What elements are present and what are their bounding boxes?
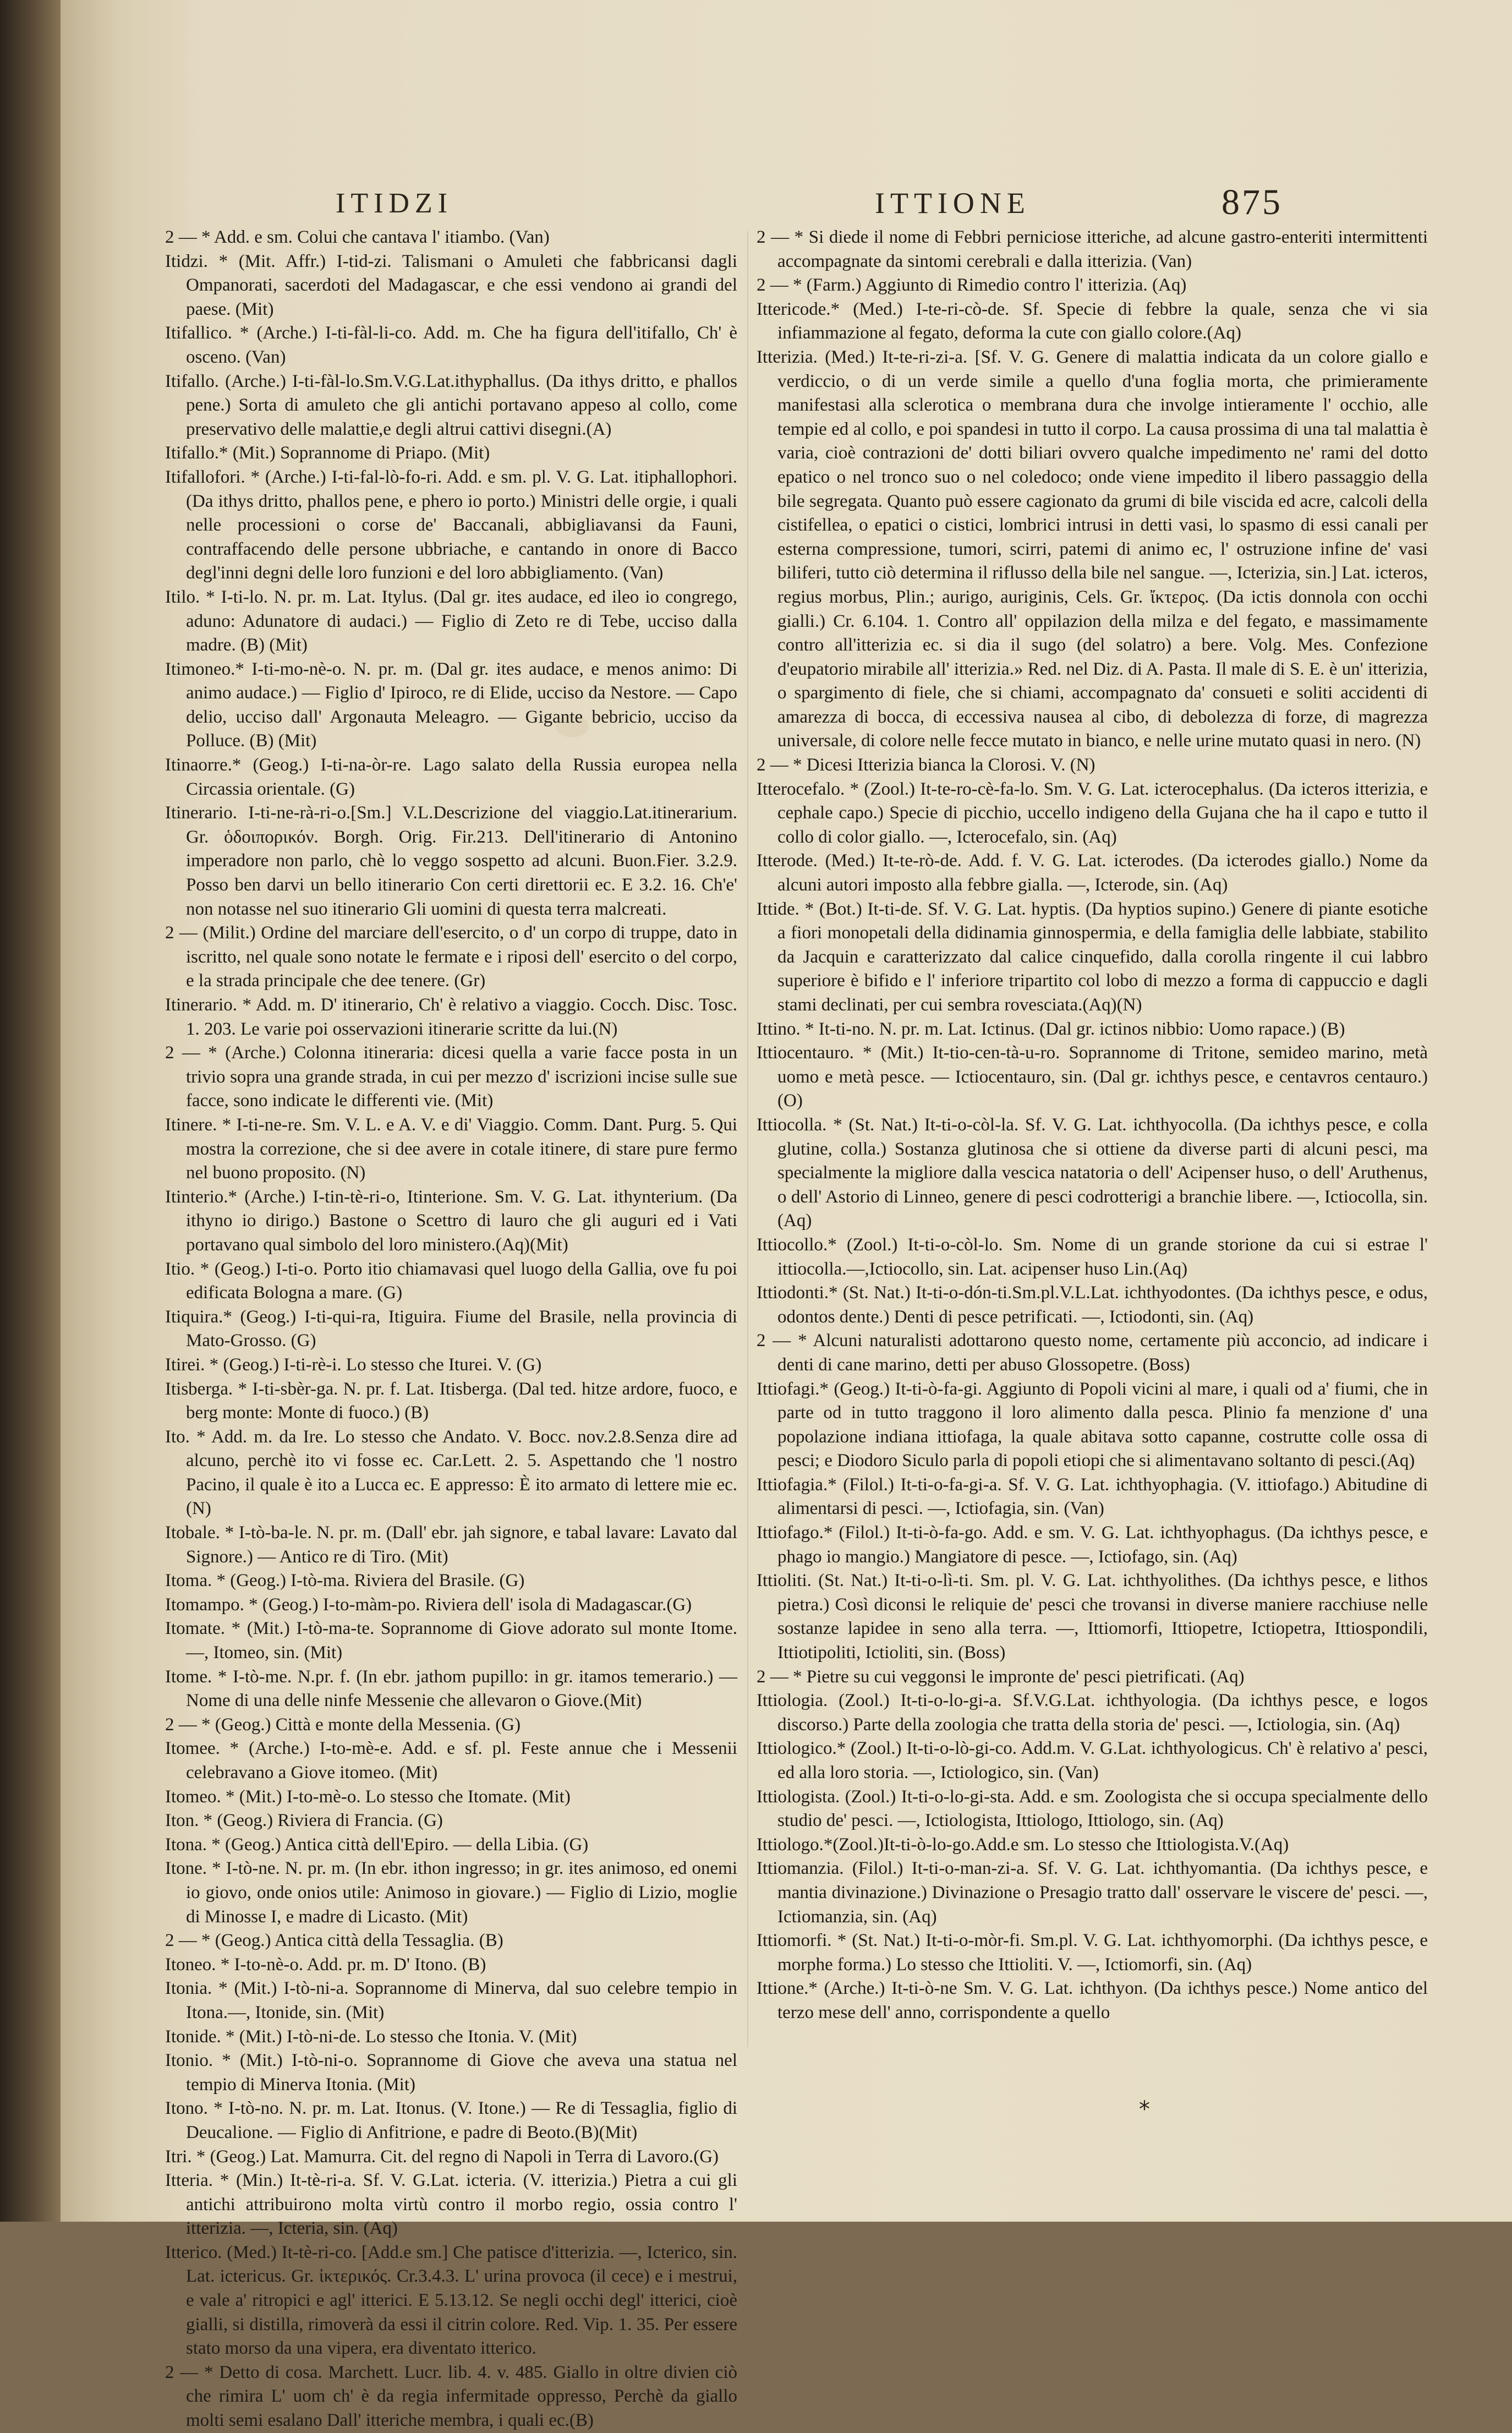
dictionary-entry: Iton. * (Geog.) Riviera di Francia. (G)	[165, 1811, 443, 1831]
dictionary-entry: Itifallo. (Arche.) I-ti-fàl-lo.Sm.V.G.Lat.ithyphallus. (Da ithys dritto, e phallos pene.) Sorta di amuleto che gli antichi portavano appeso al collo, come preservativo delle malattie,e degli altrui cattivi disegni.(A)	[165, 371, 737, 439]
page-number: 875	[1221, 182, 1283, 222]
dictionary-entry: 2 — * Dicesi Itterizia bianca la Clorosi. V. (N)	[757, 755, 1095, 775]
dictionary-entry: Ittiologo.*(Zool.)It-ti-ò-lo-go.Add.e sm. Lo stesso che Ittiologista.V.(Aq)	[757, 1834, 1289, 1855]
dictionary-entry: Itilo. * I-ti-lo. N. pr. m. Lat. Itylus. (Dal gr. ites audace, ed ileo io congrego, aduno: Adunatore di audaci.) — Figlio di Zeto re di Tebe, ucciso dalla madre. (B) (Mit)	[165, 587, 737, 655]
dictionary-entry: Itri. * (Geog.) Lat. Mamurra. Cit. del regno di Napoli in Terra di Lavoro.(G)	[165, 2146, 719, 2167]
dictionary-entry: Ittiologico.* (Zool.) It-ti-o-lò-gi-co. Add.m. V. G.Lat. ichthyologicus. Ch' è relativo a' pesci, ed alla loro storia. —, Ictiologico, sin. (Van)	[757, 1738, 1428, 1783]
dictionary-entry: Itterizia. (Med.) It-te-ri-zi-a. [Sf. V. G. Genere di malattia indicata da un colore giallo e verdiccio, o di un verde simile a quello d'una foglia morta, che primieramente manifestasi alla sclerotica o membrana dura che involge intieramente l' occhio, alle tempie ed al collo, e poi spandesi in tutto il corpo. La causa prossima di una tal malattia è varia, cioè contrazioni de' dotti biliari ovvero qualche impedimento ne' rami del dotto epatico o nel tronco suo o nel coledoco; onde viene impedito il libero passaggio della bile segregata. Quanto può essere cagionato da grumi di bile viscida ed acre, calcoli della cistifellea, o epatici o cistici, lombrici intrusi in detti vasi, lo spasmo di essi canali per esterna compressione, tumori, scirri, patemi di animo ec, l' ostruzione infine de' vasi biliferi, tutto ciò determina il riflusso della bile nel sangue. —, Icterizia, sin.] Lat. icteros, regius morbus, Plin.; aurigo, auriginis, Cels. Gr. ἴκτερος. (Da ictis donnola con occhi gialli.) Cr. 6.104. 1. Contro all' oppilazion della milza e del fegato, e massimamente contro all'itterizia ec. si dia il sugo (del solatro) a bere. Volg. Mes. Confezione d'eupatorio mirabile all' itterizia.» Red. nel Diz. di A. Pasta. Il male di S. E. è un' itterizia, o spargimento di fiele, che si chiami, accompagnato da' consueti e soliti accidenti di amarezza di bocca, di eccessiva nausea al cibo, di debolezza di forze, di magrezza universale, di colore nelle fecce mutato in bianco, e nelle urine mutato quasi in nero. (N)	[757, 347, 1428, 751]
dictionary-entry: Itinere. * I-ti-ne-re. Sm. V. L. e A. V. e di' Viaggio. Comm. Dant. Purg. 5. Qui mostra la correzione, che si dee avere in cotale itinere, di stare pure fermo nel buono proposito. (N)	[165, 1114, 737, 1183]
dictionary-entry: Itidzi. * (Mit. Affr.) I-tid-zi. Talismani o Amuleti che fabbricansi dagli Ompanorati, sacerdoti del Madagascar, e che essi vendono ai grandi del paese. (Mit)	[165, 251, 737, 319]
dictionary-entry: Itinerario. I-ti-ne-rà-ri-o.[Sm.] V.L.Descrizione del viaggio.Lat.itinerarium. Gr. ὁδοιπορικόν. Borgh. Orig. Fir.213. Dell'itinerario di Antonino imperadore non parlo, chè lo veggo sospetto ad alcuni. Buon.Fier. 3.2.9. Posso ben darvi un bello itinerario Con certi direttorii ec. E 3.2. 16. Ch'e' non notasse nel suo itinerario Gli uomini di questa terra malcreati.	[165, 803, 737, 919]
dictionary-entry: Ittiocentauro. * (Mit.) It-tio-cen-tà-u-ro. Soprannome di Tritone, semideo marino, metà uomo e metà pesce. — Ictiocentauro, sin. (Dal gr. ichthys pesce, e centavros centauro.) (O)	[757, 1043, 1428, 1111]
dictionary-entry: Itobale. * I-tò-ba-le. N. pr. m. (Dall' ebr. jah signore, e tabal lavare: Lavato dal Signore.) — Antico re di Tiro. (Mit)	[165, 1523, 737, 1567]
dictionary-entry: Itteria. * (Min.) It-tè-ri-a. Sf. V. G.Lat. icteria. (V. itterizia.) Pietra a cui gli antichi attribuirono molta virtù contro il morbo regio, ossia contro l' itterizia. —, Icteria, sin. (Aq)	[165, 2170, 737, 2239]
dictionary-entry: Itono. * I-tò-no. N. pr. m. Lat. Itonus. (V. Itone.) — Re di Tessaglia, figlio di Deucalione. — Figlio di Anfitrione, e padre di Beoto.(B)(Mit)	[165, 2098, 737, 2142]
dictionary-entry: 2 — * Alcuni naturalisti adottarono questo nome, certamente più acconcio, ad indicare i denti di cane marino, detti per abuso Glossopetre. (Boss)	[757, 1331, 1428, 1375]
dictionary-entry: Itona. * (Geog.) Antica città dell'Epiro. — della Libia. (G)	[165, 1834, 589, 1855]
dictionary-entry: 2 — * (Geog.) Antica città della Tessaglia. (B)	[165, 1931, 503, 1951]
column-divider	[747, 231, 748, 2047]
dictionary-entry: Ittione.* (Arche.) It-ti-ò-ne Sm. V. G. Lat. ichthyon. (Da ichthys pesce.) Nome antico del terzo mese dell' anno, corrispondente a quello	[757, 1978, 1428, 2022]
dictionary-entry: Itisberga. * I-ti-sbèr-ga. N. pr. f. Lat. Itisberga. (Dal ted. hitze ardore, fuoco, e berg monte: Monte di fuoco.) (B)	[165, 1379, 737, 1423]
dictionary-entry: 2 — * (Geog.) Città e monte della Messenia. (G)	[165, 1714, 521, 1735]
dictionary-entry: Itterico. (Med.) It-tè-ri-co. [Add.e sm.] Che patisce d'itterizia. —, Icterico, sin. Lat. ictericus. Gr. ἰκτερικός. Cr.3.4.3. L' urina provoca (il cece) e i mestrui, e vale a' ritropici e agl' itterici. E 5.13.12. Se negli occhi degl' itterici, cioè gialli, si distilla, rimoverà da essi il citrin colore. Red. Vip. 1. 35. Per essere stato morso da una vipera, era diventato itterico.	[165, 2242, 737, 2359]
dictionary-entry: Itoneo. * I-to-nè-o. Add. pr. m. D' Itono. (B)	[165, 1954, 486, 1975]
dictionary-entry: Itirei. * (Geog.) I-ti-rè-i. Lo stesso che Iturei. V. (G)	[165, 1354, 542, 1375]
dictionary-entry: 2 — * Si diede il nome di Febbri perniciose itteriche, ad alcune gastro-enteriti intermittenti accompagnate da sintomi cerebrali e dalla itterizia. (Van)	[757, 227, 1428, 271]
dictionary-entry: Itonio. * (Mit.) I-tò-ni-o. Soprannome di Giove che aveva una statua nel tempio di Minerva Itonia. (Mit)	[165, 2051, 737, 2095]
dictionary-entry: Itterocefalo. * (Zool.) It-te-ro-cè-fa-lo. Sm. V. G. Lat. icterocephalus. (Da icteros itterizia, e cephale capo.) Specie di picchio, uccello indigeno della Gujana che ha il capo e tutto il collo di color giallo. —, Icterocefalo, sin. (Aq)	[757, 779, 1428, 847]
dictionary-entry: Ittiomanzia. (Filol.) It-ti-o-man-zi-a. Sf. V. G. Lat. ichthyomantia. (Da ichthys pesce, e mantia divinazione.) Divinazione o Presagio tratto dall' osservare le viscere de' pesci. —, Ictiomanzia, sin. (Aq)	[757, 1858, 1428, 1927]
dictionary-entry: Ittide. * (Bot.) It-ti-de. Sf. V. G. Lat. hyptis. (Da hyptios supino.) Genere di piante esotiche a fiori monopetali della didinamia ginnospermia, e della famiglia delle labbiate, stabilito da Jacquin e caratterizzato dal calice cinquefido, dalla corolla ringente il cui labbro superiore è bifido e l' inferiore tripartito col lobo di mezzo a forma di cappuccio e dagli stami declinati, per cui sembra rovesciata.(Aq)(N)	[757, 899, 1428, 1015]
dictionary-entry: Itoma. * (Geog.) I-tò-ma. Riviera del Brasile. (G)	[165, 1571, 525, 1591]
dictionary-entry: Itomeo. * (Mit.) I-to-mè-o. Lo stesso che Itomate. (Mit)	[165, 1786, 571, 1807]
dictionary-entry: Itomee. * (Arche.) I-to-mè-e. Add. e sf. pl. Feste annue che i Messenii celebravano a Giove itomeo. (Mit)	[165, 1738, 737, 1783]
book-page	[61, 0, 1512, 2431]
dictionary-entry: Itifallofori. * (Arche.) I-ti-fal-lò-fo-ri. Add. e sm. pl. V. G. Lat. itiphallophori. (Da ithys dritto, phallos pene, e phero io porto.) Ministri delle orgie, i quali nelle processioni o corse de' Baccanali, abbigliavansi da Fauni, contraffacendo delle persone ubbriache, e cantando in onore di Bacco degl'inni degni delle loro funzioni e del loro abbigliamento. (Van)	[165, 467, 737, 583]
dictionary-entry: Itome. * I-tò-me. N.pr. f. (In ebr. jathom pupillo: in gr. itamos temerario.) — Nome di una delle ninfe Messenie che allevaron o Giove.(Mit)	[165, 1666, 737, 1711]
dictionary-entry: Ittiofago.* (Filol.) It-ti-ò-fa-go. Add. e sm. V. G. Lat. ichthyophagus. (Da ichthys pesce, e phago io mangio.) Mangiatore di pesce. —, Ictiofago, sin. (Aq)	[757, 1523, 1428, 1567]
dictionary-entry: Ittiologia. (Zool.) It-ti-o-lo-gi-a. Sf.V.G.Lat. ichthyologia. (Da ichthys pesce, e logos discorso.) Parte della zoologia che tratta della storia de' pesci. —, Ictiologia, sin. (Aq)	[757, 1691, 1428, 1735]
dictionary-entry: 2 — * Pietre su cui veggonsi le impronte de' pesci pietrificati. (Aq)	[757, 1666, 1245, 1687]
left-column	[165, 226, 737, 2431]
dictionary-entry: Ittiomorfi. * (St. Nat.) It-ti-o-mòr-fi. Sm.pl. V. G. Lat. ichthyomorphi. (Da ichthys pesce, e morphe forma.) Lo stesso che Ittioliti. V. —, Ictiomorfi, sin. (Aq)	[757, 1931, 1428, 1975]
dictionary-entry: Ittericode.* (Med.) I-te-ri-cò-de. Sf. Specie di febbre la quale, senza che vi sia infiammazione al fegato, deforma la cute con giallo colore.(Aq)	[757, 299, 1428, 343]
dictionary-entry: Itonide. * (Mit.) I-tò-ni-de. Lo stesso che Itonia. V. (Mit)	[165, 2026, 577, 2047]
signature-mark: *	[1139, 2097, 1150, 2122]
right-running-head: ITTIONE	[875, 187, 1031, 220]
dictionary-entry: Itterode. (Med.) It-te-rò-de. Add. f. V. G. Lat. icterodes. (Da icterodes giallo.) Nome da alcuni autori imposto alla febbre gialla. —, Icterode, sin. (Aq)	[757, 851, 1428, 895]
dictionary-entry: 2 — (Milit.) Ordine del marciare dell'esercito, o d' un corpo di truppe, dato in iscritto, nel quale sono notate le fermate e i riposi dell' esercito o del corpo, e la strada principale che dee tenere. (Gr)	[165, 923, 737, 991]
dictionary-entry: Itimoneo.* I-ti-mo-nè-o. N. pr. m. (Dal gr. ites audace, e menos animo: Di animo audace.) — Figlio d' Ipiroco, re di Elide, ucciso da Nestore. — Capo delio, ucciso dall' Argonauta Meleagro. — Gigante bebricio, ucciso da Polluce. (B) (Mit)	[165, 659, 737, 751]
dictionary-entry: 2 — * Add. e sm. Colui che cantava l' itiambo. (Van)	[165, 227, 550, 247]
dictionary-entry: Itifallo.* (Mit.) Soprannome di Priapo. (Mit)	[165, 443, 490, 463]
dictionary-entry: Itinaorre.* (Geog.) I-ti-na-òr-re. Lago salato della Russia europea nella Circassia orientale. (G)	[165, 755, 737, 799]
dictionary-entry: Ittioliti. (St. Nat.) It-ti-o-lì-ti. Sm. pl. V. G. Lat. ichthyolithes. (Da ichthys pesce, e lithos pietra.) Così diconsi le reliquie de' pesci che trovansi in diverse maniere racchiuse nelle sostanze lapidee in seno alla terra. —, Ittiomorfi, Ittiopetre, Ictiopetra, Ittiospondili, Ittiotipoliti, Ictioliti, sin. (Boss)	[757, 1571, 1428, 1663]
dictionary-entry: Itinerario. * Add. m. D' itinerario, Ch' è relativo a viaggio. Cocch. Disc. Tosc. 1. 203. Le varie poi osservazioni itinerarie scritte da lui.(N)	[165, 995, 737, 1039]
dictionary-entry: Itomate. * (Mit.) I-tò-ma-te. Soprannome di Giove adorato sul monte Itome. —, Itomeo, sin. (Mit)	[165, 1619, 737, 1663]
dictionary-entry: Ittiofagia.* (Filol.) It-ti-o-fa-gi-a. Sf. V. G. Lat. ichthyophagia. (V. ittiofago.) Abitudine di alimentarsi di pesci. —, Ictiofagia, sin. (Van)	[757, 1474, 1428, 1519]
dictionary-entry: 2 — * (Farm.) Aggiunto di Rimedio contro l' itterizia. (Aq)	[757, 275, 1187, 296]
dictionary-entry: Ittiologista. (Zool.) It-ti-o-lo-gi-sta. Add. e sm. Zoologista che si occupa specialmente dello studio de' pesci. —, Ictiologista, Ittiologo, Ittiologo, sin. (Aq)	[757, 1786, 1428, 1831]
running-header	[61, 165, 1512, 226]
dictionary-entry: Itiquira.* (Geog.) I-ti-qui-ra, Itiguira. Fiume del Brasile, nella provincia di Mato-Grosso. (G)	[165, 1306, 737, 1351]
dictionary-entry: Itio. * (Geog.) I-ti-o. Porto itio chiamavasi quel luogo della Gallia, ove fu poi edificata Bologna a mare. (G)	[165, 1259, 737, 1303]
dictionary-entry: Ittiodonti.* (St. Nat.) It-ti-o-dón-ti.Sm.pl.V.L.Lat. ichthyodontes. (Da ichthys pesce, e odus, odontos dente.) Denti di pesce petrificati. —, Ictiodonti, sin. (Aq)	[757, 1283, 1428, 1327]
dictionary-entry: Itomampo. * (Geog.) I-to-màm-po. Riviera dell' isola di Madagascar.(G)	[165, 1594, 692, 1615]
dictionary-entry: Ittiofagi.* (Geog.) It-ti-ò-fa-gi. Aggiunto di Popoli vicini al mare, i quali od a' fiumi, che in parte od in tutto traggono il loro alimento dalla pesca. Plinio fa menzione d' una popolazione indiana ittiofaga, la quale abitava sotto capanne, costrutte colle ossa di pesci; e Diodoro Siculo parla di popoli etiopi che si alimentavano soltanto di pesci.(Aq)	[757, 1379, 1428, 1471]
dictionary-entry: Itone. * I-tò-ne. N. pr. m. (In ebr. ithon ingresso; in gr. ites animoso, ed onemi io giovo, onde onios utile: Animoso in giovare.) — Figlio di Lizio, moglie di Minosse I, e madre di Licasto. (Mit)	[165, 1858, 737, 1927]
dictionary-entry: Itonia. * (Mit.) I-tò-ni-a. Soprannome di Minerva, dal suo celebre tempio in Itona.—, Itonide, sin. (Mit)	[165, 1978, 737, 2022]
dictionary-entry: Itifallico. * (Arche.) I-ti-fàl-li-co. Add. m. Che ha figura dell'itifallo, Ch' è osceno. (Van)	[165, 323, 737, 367]
dictionary-entry: 2 — * Detto di cosa. Marchett. Lucr. lib. 4. v. 485. Giallo in oltre divien ciò che rimira L' uom ch' è da regia infermitade oppresso, Perchè da giallo molti semi esalano Dall' itteriche membra, i quali ec.(B)	[165, 2362, 737, 2431]
dictionary-entry: Itinterio.* (Arche.) I-tin-tè-ri-o, Itinterione. Sm. V. G. Lat. ithynterium. (Da ithyno io dirigo.) Bastone o Scettro di lauro che gli auguri ed i Vati portavano qual simbolo del loro ministero.(Aq)(Mit)	[165, 1187, 737, 1255]
dictionary-entry: Ito. * Add. m. da Ire. Lo stesso che Andato. V. Bocc. nov.2.8.Senza dire ad alcuno, perchè ito vi fosse ec. Car.Lett. 2. 5. Aspettando che 'l nostro Pacino, il quale è ito a Lucca ec. E appresso: È ito armato di lettere mie ec. (N)	[165, 1426, 737, 1519]
left-running-head: ITIDZI	[336, 188, 453, 219]
dictionary-entry: Ittiocollo.* (Zool.) It-ti-o-còl-lo. Sm. Nome di un grande storione da cui si estrae l' ittiocolla.—,Ictiocollo, sin. Lat. acipenser huso Lin.(Aq)	[757, 1234, 1428, 1279]
dictionary-entry: Ittiocolla. * (St. Nat.) It-ti-o-còl-la. Sf. V. G. Lat. ichthyocolla. (Da ichthys pesce, e colla glutine, colla.) Sostanza glutinosa che si ottiene da diverse parti di alcuni pesci, ma specialmente la migliore dalla vescica natatoria o dell' Acipenser huso, o dell' Aruthenus, o dell' Astorio di Linneo, genere di pesci codrotterigi a branchie libere. —, Ictiocolla, sin. (Aq)	[757, 1114, 1428, 1231]
dictionary-entry: 2 — * (Arche.) Colonna itineraria: dicesi quella a varie facce posta in un trivio sopra una grande strada, in cui per mezzo d' iscrizioni incise sulle sue facce, sono indicate le differenti vie. (Mit)	[165, 1043, 737, 1111]
right-column	[757, 226, 1428, 2097]
dictionary-entry: Ittino. * It-ti-no. N. pr. m. Lat. Ictinus. (Dal gr. ictinos nibbio: Uomo rapace.) (B)	[757, 1019, 1345, 1039]
